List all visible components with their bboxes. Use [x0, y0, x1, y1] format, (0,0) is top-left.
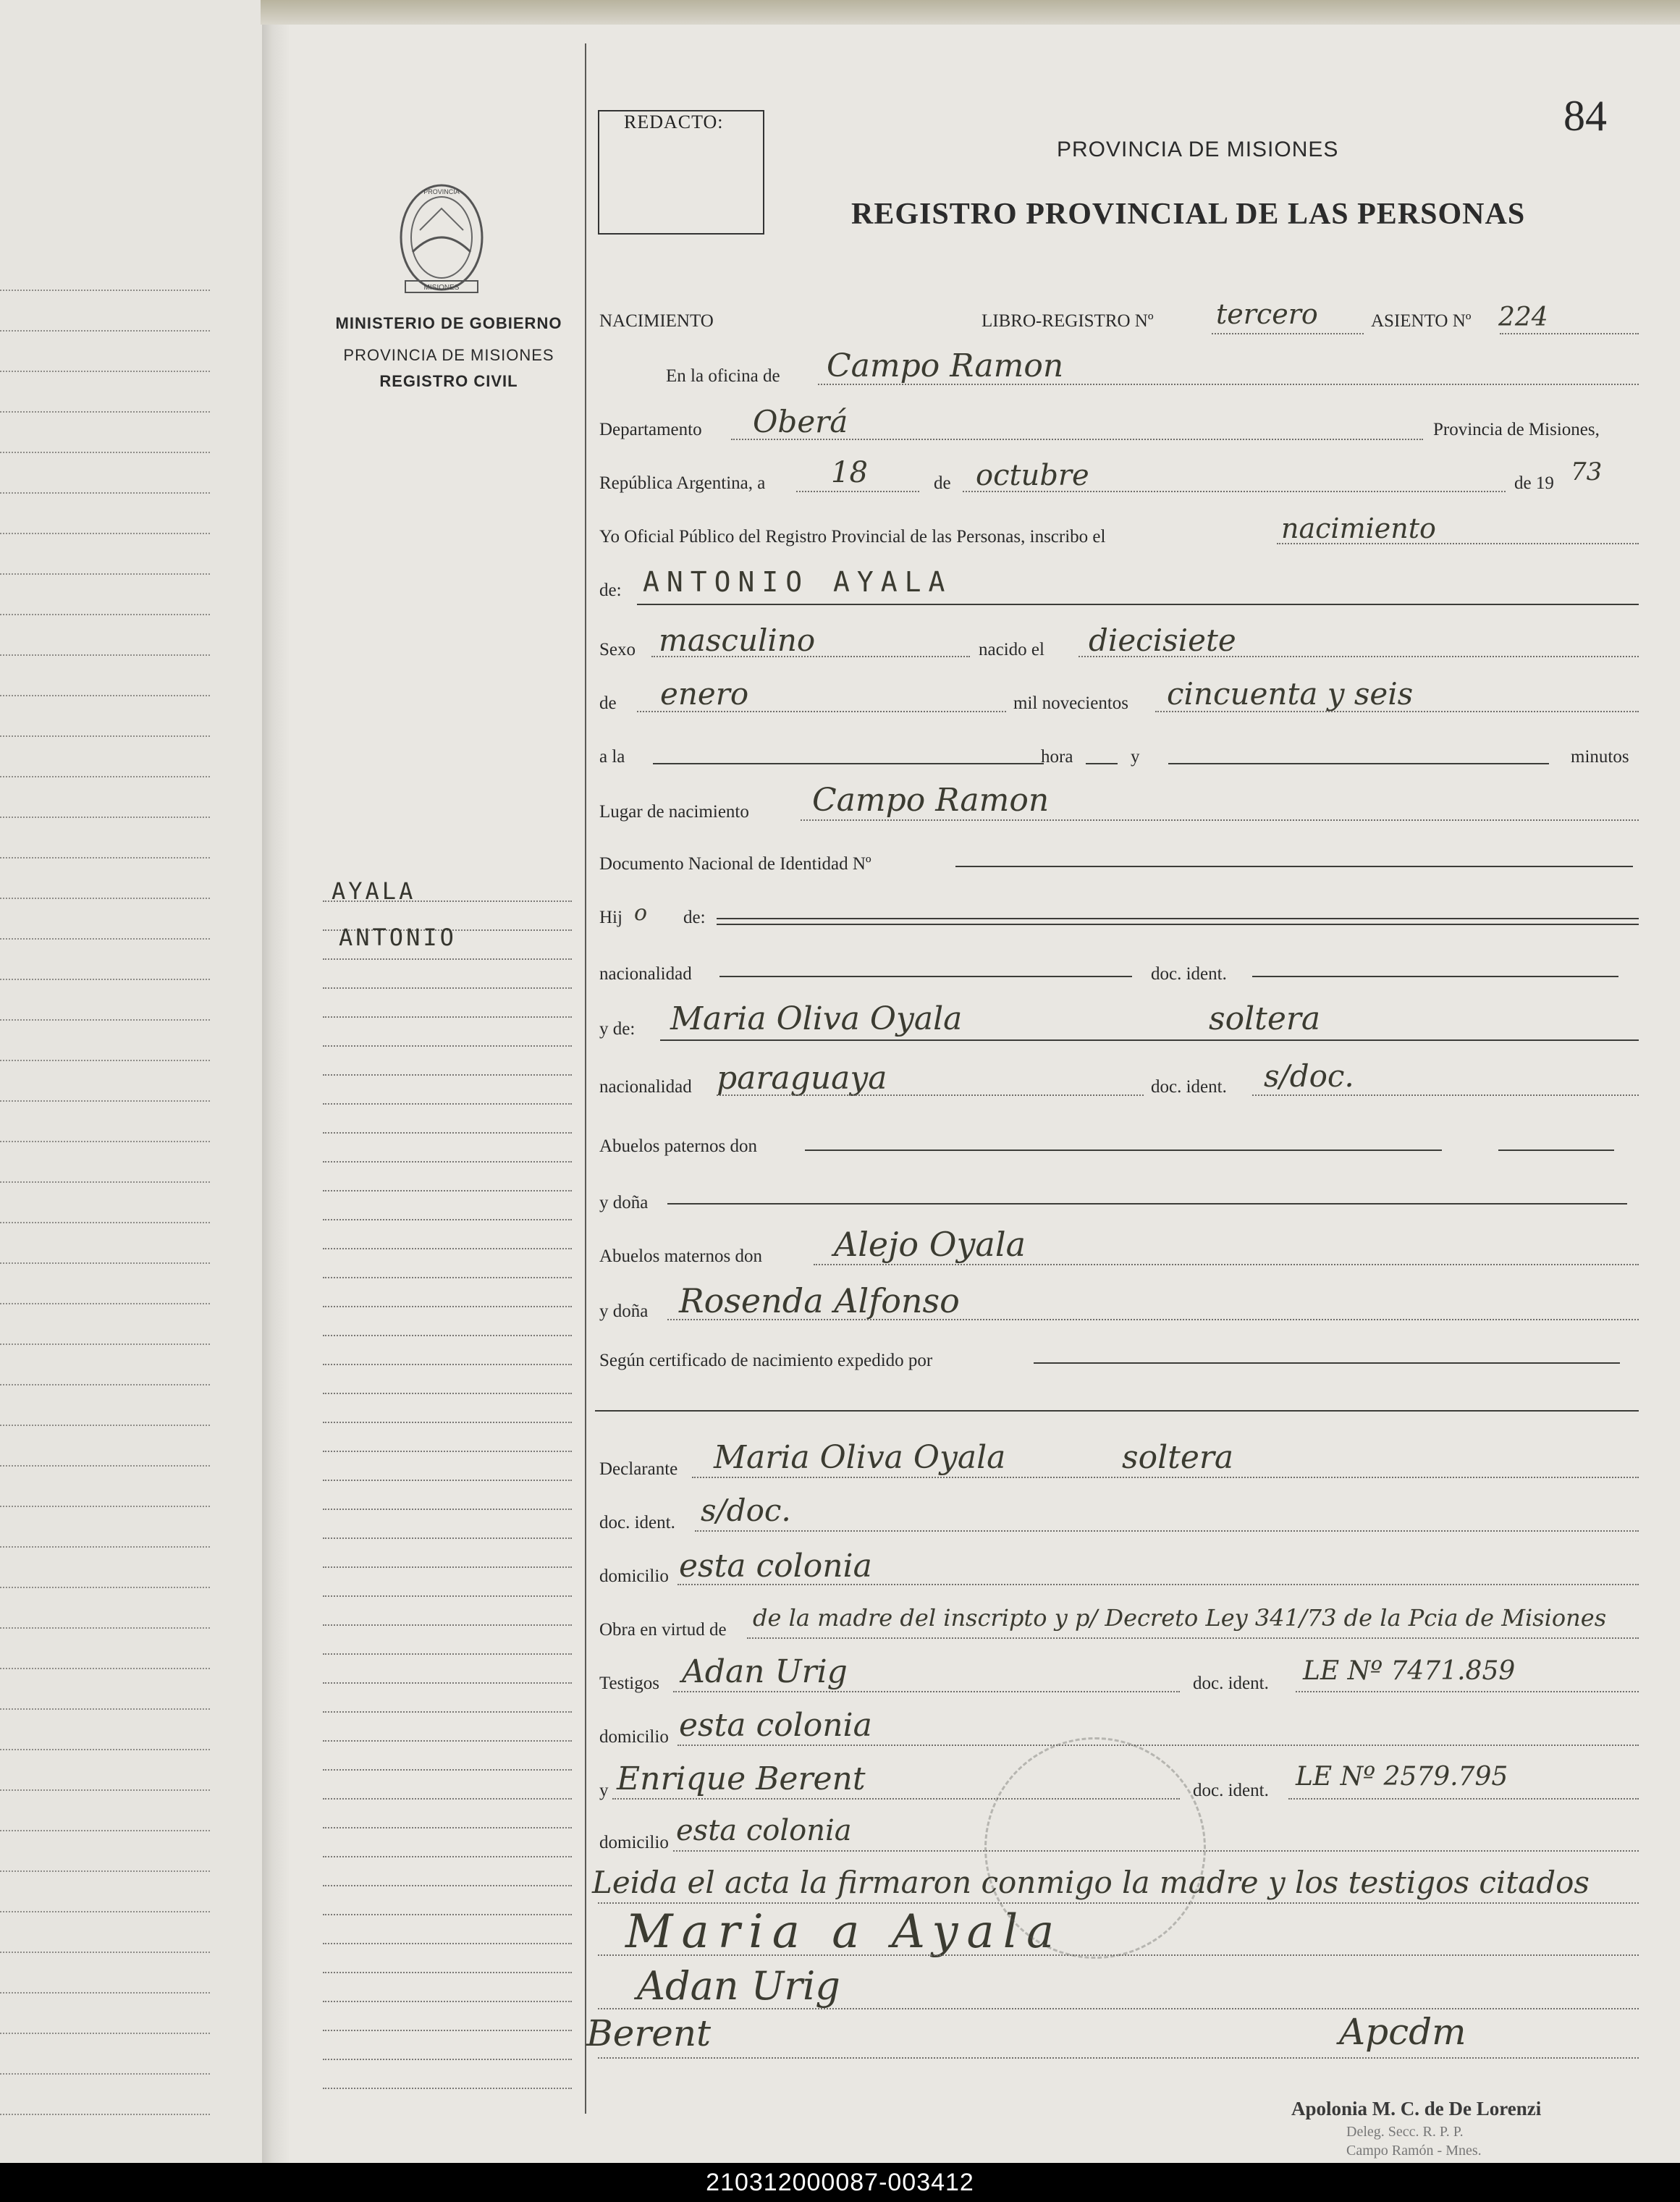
entry-number-label: ASIENTO Nº: [1371, 311, 1472, 331]
birthplace-value: Campo Ramon: [812, 782, 1050, 819]
margin-rule: [323, 1798, 572, 1800]
left-page-rule: [0, 1627, 210, 1629]
father-line-double: [717, 924, 1639, 925]
sex-label: Sexo: [599, 640, 636, 659]
witness1-address-line: [678, 1745, 1639, 1746]
top-page-edge: [261, 0, 1680, 25]
book-gutter: [262, 0, 290, 2163]
hour-dash: [1086, 763, 1118, 764]
left-page-rule: [0, 330, 210, 332]
margin-rule: [323, 1190, 572, 1191]
margin-rule: [323, 1509, 572, 1510]
child-of-suffix: o: [634, 900, 648, 926]
margin-rule: [323, 987, 572, 989]
archive-id-bar: 210312000087-003412: [0, 2163, 1680, 2202]
margin-rule: [323, 1885, 572, 1886]
maternal-grandfather-label: Abuelos maternos don: [599, 1246, 762, 1266]
at-hour-label: a la: [599, 747, 625, 767]
left-page-rule: [0, 1708, 210, 1710]
father-de-label: de:: [683, 908, 706, 927]
left-page-rule: [0, 1060, 210, 1061]
mother-id-label: doc. ident.: [1151, 1077, 1227, 1097]
witness2-signature-line: [598, 2057, 1639, 2059]
declarant-id-value: s/doc.: [701, 1493, 791, 1528]
authority-label: Obra en virtud de: [599, 1620, 727, 1640]
witness1-name: Adan Urig: [682, 1653, 848, 1690]
witness2-signature: Berent: [586, 2012, 712, 2054]
left-page-rule: [0, 1141, 210, 1142]
left-page-rule: [0, 979, 210, 980]
name-line: [637, 604, 1639, 605]
authority-value: de la madre del inscripto y p/ Decreto Ley 341/73 de la Pcia de Misiones: [753, 1604, 1607, 1632]
left-page-rule: [0, 817, 210, 818]
declarant-id-line: [695, 1530, 1639, 1532]
maternal-grandfather-line: [814, 1264, 1639, 1265]
civil-registry-name: REGISTRO CIVIL: [379, 372, 518, 390]
and-label: y: [1131, 747, 1140, 767]
closing-statement: Leida el acta la firmaron conmigo la madre y los testigos citados: [592, 1865, 1590, 1900]
mother-nationality-line: [717, 1094, 1144, 1096]
minutes-label: minutos: [1571, 747, 1629, 767]
left-page-rule: [0, 938, 210, 940]
father-line: [717, 918, 1639, 919]
declarant-status: soltera: [1122, 1439, 1234, 1476]
signer-place: Campo Ramón - Mnes.: [1346, 2143, 1482, 2159]
declarant-address-value: esta colonia: [679, 1548, 872, 1585]
left-page-rule: [0, 776, 210, 777]
registration-type-value: nacimiento: [1281, 512, 1436, 544]
born-month-value: enero: [660, 676, 749, 712]
paternal-grandmother-line: [667, 1203, 1627, 1205]
margin-rule: [323, 1335, 572, 1336]
left-page-rule: [0, 1546, 210, 1548]
declarant-line: [692, 1477, 1639, 1478]
official-statement: Yo Oficial Público del Registro Provincial de las Personas, inscribo el: [599, 527, 1106, 547]
left-page-rule: [0, 1384, 210, 1385]
left-page-rule: [0, 1668, 210, 1669]
paternal-grandmother-label: y doña: [599, 1193, 649, 1212]
registered-name: ANTONIO AYALA: [643, 566, 953, 598]
birthplace-label: Lugar de nacimiento: [599, 802, 749, 822]
margin-rule: [323, 1740, 572, 1742]
left-page-rule: [0, 695, 210, 696]
margin-rule: [323, 1827, 572, 1828]
margin-rule: [323, 1943, 572, 1944]
left-page-rule: [0, 1343, 210, 1345]
witnesses-label: Testigos: [599, 1674, 659, 1693]
left-page-rule: [0, 573, 210, 575]
margin-rule: [323, 1914, 572, 1915]
left-page-rule: [0, 2114, 210, 2115]
department-line: [731, 439, 1423, 440]
witness1-id-value: LE Nº 7471.859: [1303, 1656, 1516, 1686]
maternal-grandmother-line: [667, 1319, 1639, 1320]
born-year-line: [1155, 711, 1639, 712]
month-line: [963, 491, 1506, 492]
signer-name: Apolonia M. C. de De Lorenzi: [1291, 2098, 1542, 2119]
official-signature: Apcdm: [1339, 2011, 1466, 2053]
margin-rule: [323, 1624, 572, 1626]
official-round-stamp: [984, 1737, 1206, 1959]
margin-rule: [323, 1566, 572, 1568]
witness2-id-label: doc. ident.: [1193, 1781, 1269, 1800]
redacto-label: REDACTO:: [624, 111, 724, 132]
left-page-rule: [0, 290, 210, 291]
maternal-grandmother-label: y doña: [599, 1302, 649, 1321]
day-value: 18: [831, 456, 868, 489]
mother-nationality-label: nacionalidad: [599, 1077, 692, 1097]
month-value: octubre: [976, 459, 1089, 492]
paternal-grandfather-label: Abuelos paternos don: [599, 1136, 758, 1156]
paternal-grandfather-line-end: [1498, 1149, 1614, 1151]
father-nationality-line: [719, 976, 1132, 977]
province-header: PROVINCIA DE MISIONES: [1057, 138, 1339, 161]
witness2-address-label: domicilio: [599, 1833, 669, 1852]
left-page-rule: [0, 1425, 210, 1426]
entry-number-value: 224: [1498, 303, 1548, 332]
margin-rule: [323, 1074, 572, 1076]
mother-line: [660, 1039, 1639, 1041]
margin-rule: [323, 1653, 572, 1655]
left-page-rule: [0, 492, 210, 494]
republic-label: República Argentina, a: [599, 473, 766, 493]
witness1-signature-line: [598, 2008, 1639, 2009]
hour-label: hora: [1041, 747, 1073, 767]
margin-rule: [323, 1451, 572, 1452]
registry-header: REGISTRO PROVINCIAL DE LAS PERSONAS: [851, 198, 1526, 231]
page-number: 84: [1563, 92, 1607, 140]
seal-bottom-text: MISIONES: [423, 284, 460, 292]
declarant-address-line: [678, 1584, 1639, 1585]
office-label: En la oficina de: [666, 366, 780, 386]
signer-office: Deleg. Secc. R. P. P.: [1346, 2124, 1464, 2140]
left-page-rule: [0, 1303, 210, 1304]
declarant-label: Declarante: [599, 1459, 678, 1479]
book-number-line: [1212, 333, 1364, 334]
left-page-rule: [0, 1789, 210, 1791]
section-divider: [595, 1410, 1639, 1412]
mother-id-line: [1252, 1094, 1639, 1096]
minutes-line: [1168, 763, 1549, 764]
sex-value: masculino: [659, 623, 816, 658]
ministry-name: MINISTERIO DE GOBIERNO: [335, 314, 562, 332]
margin-given-name: ANTONIO: [339, 924, 457, 951]
left-page-rule: [0, 2073, 210, 2075]
seal-top-text: PROVINCIA: [423, 188, 460, 195]
mother-status: soltera: [1209, 1000, 1321, 1037]
margin-rule: [323, 2088, 572, 2089]
left-page-rule: [0, 371, 210, 372]
child-of-label: Hij: [599, 908, 622, 927]
left-page-rule: [0, 1870, 210, 1872]
paternal-grandfather-line: [805, 1149, 1442, 1151]
name-de-label: de:: [599, 581, 622, 600]
witness1-id-line: [1296, 1691, 1639, 1692]
witness2-name: Enrique Berent: [617, 1760, 866, 1797]
left-page-rule: [0, 1587, 210, 1588]
born-month-line: [637, 711, 1006, 712]
left-page-rule: [0, 533, 210, 534]
left-page-rule: [0, 1992, 210, 1994]
margin-rule: [323, 1364, 572, 1365]
born-month-de-label: de: [599, 693, 617, 713]
witness1-id-label: doc. ident.: [1193, 1674, 1269, 1693]
margin-rule: [323, 1856, 572, 1857]
mother-signature: Maria a Ayala: [625, 1905, 1063, 1959]
margin-rule: [323, 1277, 572, 1278]
margin-rule: [323, 1480, 572, 1481]
born-day-value: diecisiete: [1089, 623, 1236, 658]
book-number-label: LIBRO-REGISTRO Nº: [982, 311, 1154, 331]
birth-label: NACIMIENTO: [599, 311, 714, 331]
margin-rule: [323, 1972, 572, 1973]
maternal-grandmother-value: Rosenda Alfonso: [679, 1281, 960, 1320]
father-nationality-label: nacionalidad: [599, 964, 692, 984]
office-line: [818, 384, 1639, 385]
entry-number-line: [1500, 333, 1639, 334]
left-ledger-page: [0, 0, 262, 2163]
born-on-label: nacido el: [979, 640, 1044, 659]
left-page-rule: [0, 2033, 210, 2034]
month-de-label: de: [934, 473, 951, 493]
witness1-address-value: esta colonia: [679, 1707, 872, 1744]
mother-id-value: s/doc.: [1264, 1058, 1354, 1094]
margin-rule: [323, 1161, 572, 1163]
year-suffix-value: 73: [1571, 457, 1603, 486]
province-misiones-label: Provincia de Misiones,: [1433, 420, 1600, 439]
witness1-address-label: domicilio: [599, 1727, 669, 1747]
office-value: Campo Ramon: [827, 347, 1064, 384]
born-day-line: [1079, 656, 1639, 657]
margin-surname: AYALA: [332, 877, 416, 905]
page-vertical-rule: [585, 43, 586, 2114]
left-page-rule: [0, 1749, 210, 1750]
left-page-rule: [0, 857, 210, 859]
left-page-rule: [0, 735, 210, 737]
witness2-id-line: [1288, 1798, 1639, 1800]
hour-line: [653, 763, 1044, 764]
born-year-value: cincuenta y seis: [1167, 676, 1414, 712]
left-page-rule: [0, 1506, 210, 1507]
left-page-rule: [0, 452, 210, 453]
department-value: Oberá: [753, 404, 848, 439]
margin-rule: [323, 1595, 572, 1597]
left-page-rule: [0, 898, 210, 899]
margin-rule: [323, 1393, 572, 1394]
declarant-address-label: domicilio: [599, 1566, 669, 1586]
mother-label: y de:: [599, 1019, 636, 1039]
margin-rule: [323, 1248, 572, 1249]
left-page-rule: [0, 411, 210, 413]
witness2-id-value: LE Nº 2579.795: [1296, 1762, 1508, 1792]
certificate-label: Según certificado de nacimiento expedido por: [599, 1351, 933, 1370]
witness2-address-value: esta colonia: [676, 1814, 852, 1847]
maternal-grandfather-value: Alejo Oyala: [834, 1225, 1026, 1264]
margin-rule: [323, 958, 572, 960]
left-page-rule: [0, 1830, 210, 1831]
certificate-line: [1034, 1362, 1620, 1364]
left-page-rule: [0, 1100, 210, 1102]
margin-rule: [323, 1132, 572, 1134]
witness1-signature: Adan Urig: [637, 1963, 840, 2009]
margin-rule: [323, 1769, 572, 1771]
mother-name: Maria Oliva Oyala: [670, 1000, 963, 1037]
year-prefix-label: de 19: [1514, 473, 1554, 493]
day-line: [796, 491, 919, 492]
national-id-line: [955, 866, 1633, 867]
margin-rule: [323, 1711, 572, 1713]
margin-rule: [323, 2059, 572, 2060]
witness2-and-label: y: [599, 1781, 609, 1800]
margin-rule: [323, 1306, 572, 1307]
left-page-rule: [0, 1262, 210, 1264]
margin-rule: [323, 1682, 572, 1684]
nineteen-hundred-label: mil novecientos: [1013, 693, 1128, 713]
witness1-line: [673, 1691, 1180, 1692]
book-number-value: tercero: [1216, 298, 1318, 330]
margin-rule: [323, 1537, 572, 1539]
left-page-rule: [0, 614, 210, 615]
margin-rule: [323, 2030, 572, 2031]
left-page-rule: [0, 1181, 210, 1183]
left-page-rule: [0, 1952, 210, 1953]
margin-rule: [323, 1219, 572, 1220]
national-id-label: Documento Nacional de Identidad Nº: [599, 854, 871, 874]
mother-nationality: paraguaya: [717, 1060, 887, 1097]
birthplace-line: [801, 819, 1639, 821]
father-id-line: [1252, 976, 1618, 977]
margin-rule: [323, 1045, 572, 1047]
declarant-name: Maria Oliva Oyala: [714, 1439, 1006, 1476]
left-page-rule: [0, 1911, 210, 1912]
left-page-rule: [0, 1019, 210, 1021]
province-name: PROVINCIA DE MISIONES: [343, 346, 554, 364]
margin-rule: [323, 1103, 572, 1105]
margin-rule: [323, 1422, 572, 1423]
authority-line: [747, 1637, 1639, 1639]
department-label: Departamento: [599, 420, 702, 439]
sex-line: [651, 656, 970, 657]
left-page-rule: [0, 1465, 210, 1467]
father-id-label: doc. ident.: [1151, 964, 1227, 984]
left-page-rule: [0, 654, 210, 656]
provincial-seal-emblem: [391, 172, 492, 303]
margin-rule: [323, 1016, 572, 1018]
margin-rule: [323, 2001, 572, 2002]
registration-type-line: [1277, 543, 1639, 544]
left-page-rule: [0, 1222, 210, 1223]
declarant-id-label: doc. ident.: [599, 1513, 675, 1532]
